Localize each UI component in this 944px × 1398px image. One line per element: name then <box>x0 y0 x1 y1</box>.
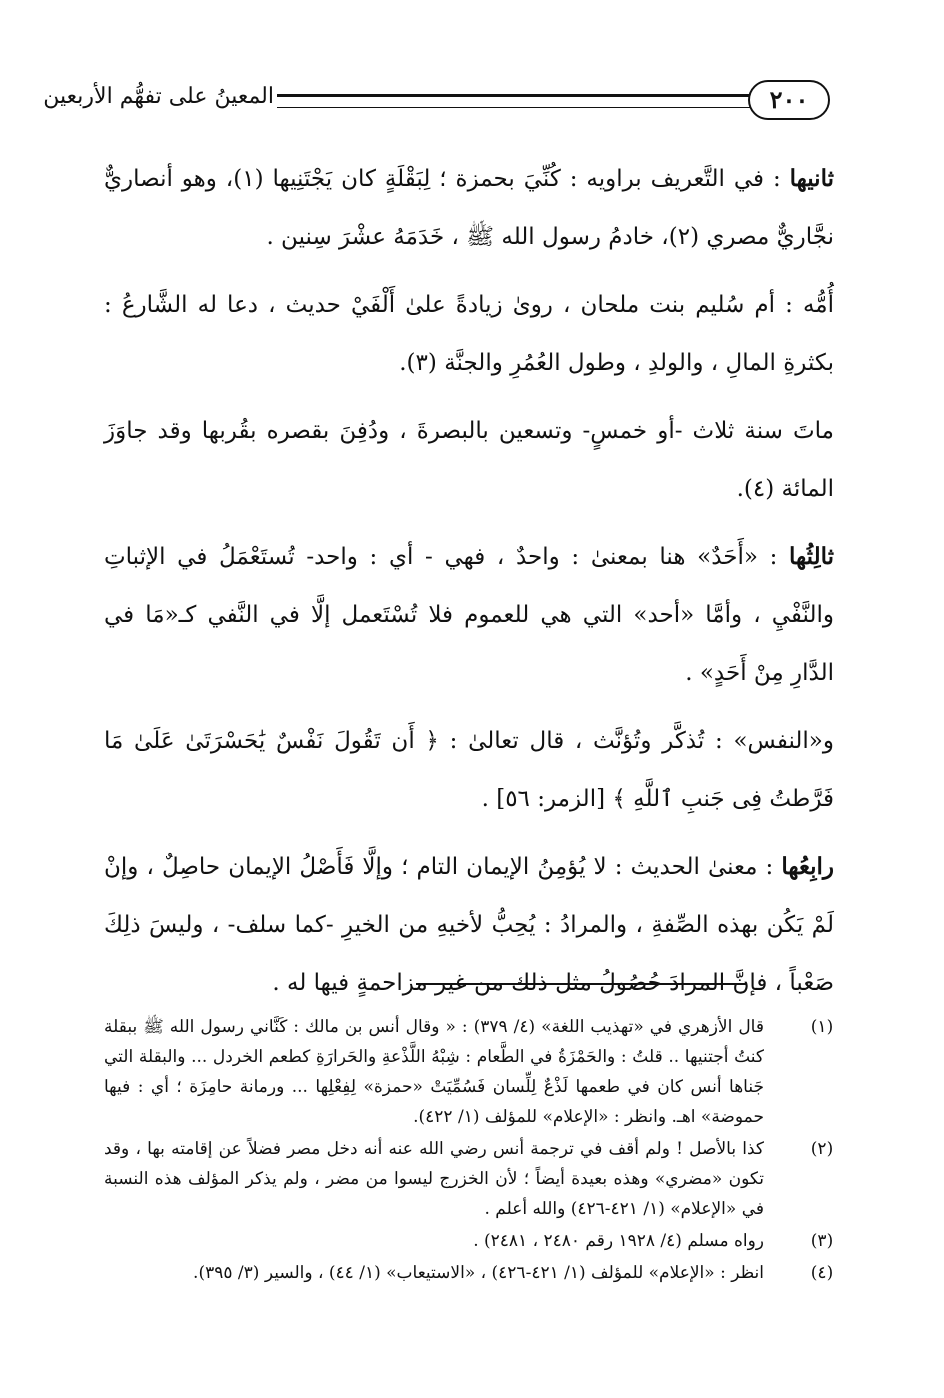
paragraph-text: أُمُّه : أم سُليم بنت ملحان ، روىٰ زيادةً علىٰ أَلْفَيْ حديث ، دعا له الشَّارعُ : بكثرةِ المالِ ، والولدِ ، وطول العُمُرِ والجنَّة (٣). <box>104 292 834 376</box>
section-lead: رابِعُها <box>781 853 834 880</box>
footnote <box>104 1258 842 1288</box>
footnote-text: كذا بالأصل ! ولم أقف في ترجمة أنس رضي الله عنه أنه دخل مصر فضلاً عن إقامته بها ، وقد تكون «مضري» وهذه بعيدة أيضاً ؛ لأن الخزرج ليسوا من مضر ، ولم يذكر المؤلف هذه النسبة في «الإعلام» (١/ ٤٢١-٤٢٦) والله أعلم . <box>104 1139 764 1219</box>
paragraph-text: و«النفس» : تُذكَّر وتُؤنَّث ، قال تعالىٰ : ﴿ أَن تَقُولَ نَفْسٌ يَٰحَسْرَتَىٰ عَلَىٰ مَا فَرَّطتُ فِى جَنبِ ٱللَّهِ ﴾ [الزمر: ٥٦] . <box>104 728 834 812</box>
footnote-number: (١) <box>810 1017 834 1037</box>
footnotes <box>104 1012 842 1290</box>
footnote <box>104 1226 842 1256</box>
paragraph <box>104 276 834 392</box>
footnote <box>104 1012 842 1132</box>
paragraph <box>104 150 834 266</box>
paragraph <box>104 528 834 702</box>
page-header <box>43 78 830 124</box>
paragraph-text: ماتَ سنة ثلاث -أو خمسٍ- وتسعين بالبصرةَ ، ودُفِنَ بقصره بقُربها وقد جاوَزَ المائة (٤). <box>104 418 834 502</box>
section-lead: ثانيها <box>789 165 834 192</box>
footnote <box>104 1134 842 1224</box>
paragraph-text: : في التَّعريف براويه : كُنِّيَ بحمزة ؛ لِبَقْلَةٍ كان يَجْتَنِيها (١)، وهو أنصاريٌّ نجَّاريٌّ مصري (٢)، خادمُ رسول الله ﷺ ، خَدَمَهُ عشْرَ سِنين . <box>104 166 834 250</box>
footnote-number: (٣) <box>810 1231 834 1251</box>
paragraph-text: : «أَحَدٌ» هنا بمعنىٰ : واحدٌ ، فهي - أي : واحد- تُستَعْمَلُ في الإثباتِ والنَّفْيِ ، وأمَّا «أحد» التي هي للعموم فلا تُسْتَعمل إلَّا في النَّفي كـ«مَا في الدَّارِ مِنْ أَحَدٍ» . <box>104 544 834 686</box>
running-title: المعينُ على تفهُّم الأربعين <box>43 84 274 109</box>
page-number: ٢٠٠ <box>748 80 830 120</box>
footnote-text: رواه مسلم (٤/ ١٩٢٨ رقم ٢٤٨٠ ، ٢٤٨١) . <box>473 1231 764 1251</box>
main-text <box>104 150 834 1022</box>
paragraph <box>104 402 834 518</box>
footnote-separator <box>416 983 746 985</box>
footnote-text: انظر : «الإعلام» للمؤلف (١/ ٤٢١-٤٢٦) ، «الاستيعاب» (١/ ٤٤) ، والسير (٣/ ٣٩٥). <box>193 1263 764 1283</box>
paragraph <box>104 712 834 828</box>
footnote-number: (٤) <box>810 1263 834 1283</box>
paragraph <box>104 838 834 1012</box>
header-rule <box>277 94 752 108</box>
paragraph-text: : معنىٰ الحديث : لا يُؤمِنُ الإيمان التام ؛ وإلَّا فَأَصْلُ الإيمان حاصِلٌ ، وإنْ لَمْ يَكُن بهذه الصِّفةِ ، والمرادُ : يُحِبُّ لأخيهِ من الخيرِ -كما سلف- ، وليسَ ذلِكَ صَعْباً ، فإنَّ المرادَ حُصُولُ مثل ذلك من غير مزاحمةٍ فيها له . <box>104 854 834 996</box>
footnote-text: قال الأزهري في «تهذيب اللغة» (٤/ ٣٧٩) : « وقال أنس بن مالك : كَنَّاني رسول الله ﷺ ببقلة كنتُ أجتنيها .. قلتُ : والحَمْزَةُ في الطَّعام : شِبْهُ اللَّذْعةِ والحَرارَةِ كطعم الخردل ... والبقلة التي جَناها أنس كان في طعمها لَذْعٌ لِلِّسان فَسُمِّيَتْ «حمزة» لِفِعْلِها ... ورمانة حامِزَة ؛ أي : فيها حموضة» اهـ. وانظر : «الإعلام» للمؤلف (١/ ٤٢٢). <box>104 1017 764 1127</box>
section-lead: ثالِثُها <box>789 543 834 570</box>
footnote-number: (٢) <box>810 1139 834 1159</box>
